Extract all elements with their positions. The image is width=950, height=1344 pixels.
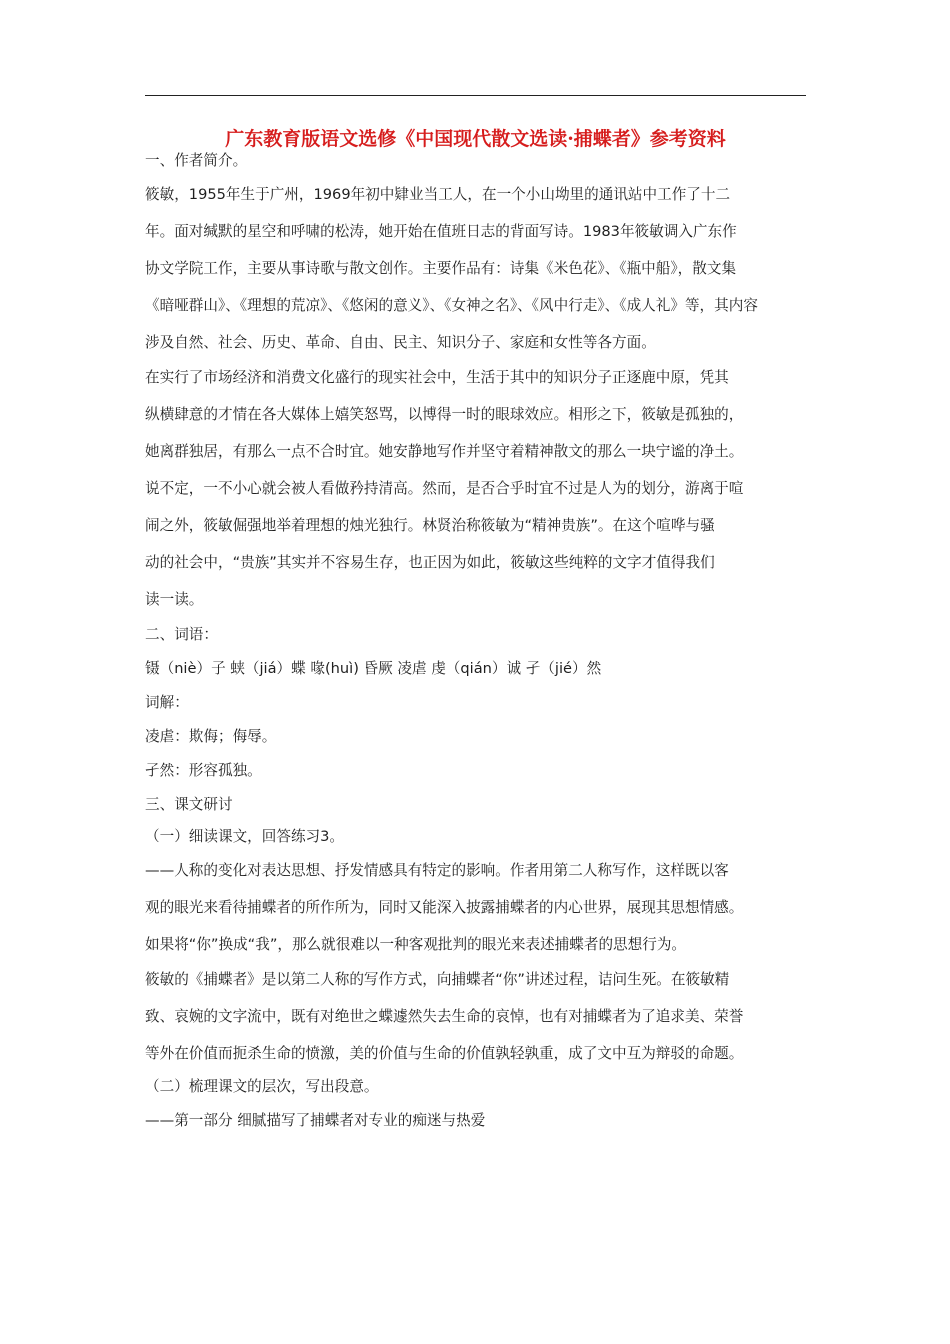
header-rule: [145, 95, 806, 96]
paragraph-line: ——人称的变化对表达思想、抒发情感具有特定的影响。作者用第二人称写作，这样既以客: [145, 862, 729, 879]
definition-line: 凌虐：欺侮；侮辱。: [145, 728, 277, 745]
paragraph-line: 筱敏，1955年生于广州，1969年初中肄业当工人，在一个小山坳里的通讯站中工作了十二: [145, 186, 731, 203]
section-heading-study: 三、课文研讨: [145, 796, 233, 813]
paragraph-line: 致、哀婉的文字流中，既有对绝世之蝶遽然失去生命的哀悼，也有对捕蝶者为了追求美、荣誉: [145, 1008, 744, 1025]
paragraph-line: 筱敏的《捕蝶者》是以第二人称的写作方式，向捕蝶者“你”讲述过程，诘问生死。在筱敏精: [145, 971, 730, 988]
paragraph-line: 如果将“你”换成“我”，那么就很难以一种客观批判的眼光来表述捕蝶者的思想行为。: [145, 936, 687, 953]
paragraph-line: 动的社会中，“贵族”其实并不容易生存，也正因为如此，筱敏这些纯粹的文字才值得我们: [145, 554, 715, 571]
document-title: 广东教育版语文选修《中国现代散文选读·捕蝶者》参考资料: [225, 128, 726, 150]
paragraph-line: 说不定，一不小心就会被人看做矜持清高。然而，是否合乎时宜不过是人为的划分，游离于喧: [145, 480, 744, 497]
paragraph-line: 协文学院工作，主要从事诗歌与散文创作。主要作品有：诗集《米色花》、《瓶中船》，散文集: [145, 260, 737, 277]
paragraph-line: 观的眼光来看待捕蝶者的所作所为，同时又能深入披露捕蝶者的内心世界，展现其思想情感。: [145, 899, 744, 916]
paragraph-line: 等外在价值而扼杀生命的愤激，美的价值与生命的价值孰轻孰重，成了文中互为辩驳的命题。: [145, 1045, 744, 1062]
paragraph-line: 词解：: [145, 694, 189, 711]
subsection-heading: （一）细读课文，回答练习3。: [145, 828, 345, 845]
vocabulary-line: 镊（niè）子 蛱（jiá）蝶 喙(huì) 昏厥 凌虐 虔（qián）诚 孑（jié）然: [145, 660, 602, 677]
section-heading-vocabulary: 二、词语：: [145, 626, 218, 643]
paragraph-line: 在实行了市场经济和消费文化盛行的现实社会中，生活于其中的知识分子正逐鹿中原，凭其: [145, 369, 729, 386]
paragraph-line: 《暗哑群山》、《理想的荒凉》、《悠闲的意义》、《女神之名》、《风中行走》、《成人礼》等，其内容: [145, 297, 758, 314]
paragraph-line: 纵横肆意的才情在各大媒体上嬉笑怒骂，以博得一时的眼球效应。相形之下，筱敏是孤独的，: [145, 406, 744, 423]
definition-line: 孑然：形容孤独。: [145, 762, 262, 779]
paragraph-line: ——第一部分 细腻描写了捕蝶者对专业的痴迷与热爱: [145, 1112, 486, 1129]
section-heading-author: 一、作者简介。: [145, 152, 248, 169]
paragraph-line: 涉及自然、社会、历史、革命、自由、民主、知识分子、家庭和女性等各方面。: [145, 334, 656, 351]
subsection-heading: （二）梳理课文的层次，写出段意。: [145, 1078, 379, 1095]
paragraph-line: 年。面对缄默的星空和呼啸的松涛，她开始在值班日志的背面写诗。1983年筱敏调入广东作: [145, 223, 737, 240]
paragraph-line: 闹之外，筱敏倔强地举着理想的烛光独行。林贤治称筱敏为“精神贵族”。在这个喧哗与骚: [145, 517, 715, 534]
paragraph-line: 读一读。: [145, 591, 204, 608]
paragraph-line: 她离群独居，有那么一点不合时宜。她安静地写作并坚守着精神散文的那么一块宁谧的净土。: [145, 443, 744, 460]
